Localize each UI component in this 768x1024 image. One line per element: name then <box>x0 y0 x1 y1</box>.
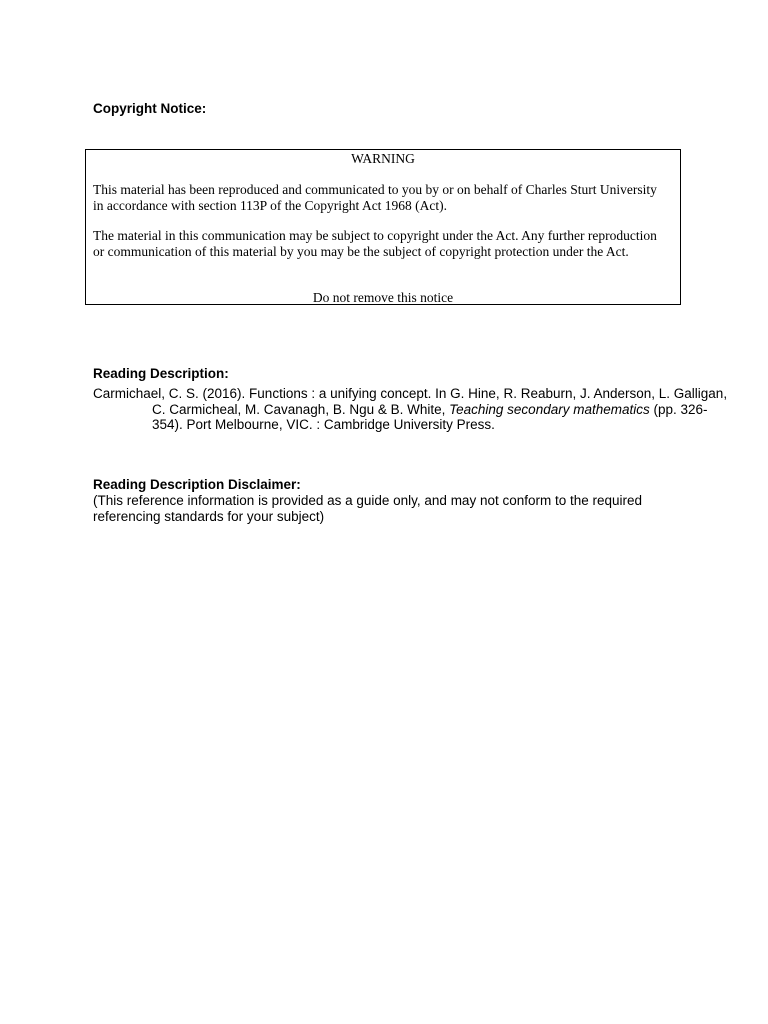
reading-citation <box>93 386 737 433</box>
copyright-warning-box <box>85 149 681 305</box>
reading-description-disclaimer-heading: Reading Description Disclaimer: <box>93 477 301 492</box>
citation-pages-and-publisher: (pp. 326-354). Port Melbourne, VIC. : Cambridge University Press. <box>152 401 708 433</box>
warning-paragraph-copyright: The material in this communication may be subject to copyright under the Act. Any further reproduction or communication of this material by you may be the subject of copyright protection under the Act. <box>93 228 657 259</box>
reading-description-heading: Reading Description: <box>93 366 229 381</box>
warning-paragraph-reproduction: This material has been reproduced and communicated to you by or on behalf of Charles Sturt University in accordance with section 113P of the Copyright Act 1968 (Act). <box>93 182 657 213</box>
warning-footer-notice: Do not remove this notice <box>312 290 454 305</box>
reading-description-disclaimer-text: (This reference information is provided as a guide only, and may not conform to the required referencing standards for your subject) <box>93 493 643 524</box>
citation-book-title: Teaching secondary mathematics <box>449 401 650 417</box>
warning-title: WARNING <box>351 151 415 166</box>
copyright-notice-heading: Copyright Notice: <box>93 101 207 116</box>
citation-authors-and-chapter: Carmichael, C. S. (2016). Functions : a unifying concept. In G. Hine, R. Reaburn, J. Anderson, L. Galligan, C. Carmicheal, M. Cavanagh, B. Ngu & B. White, <box>93 386 728 417</box>
